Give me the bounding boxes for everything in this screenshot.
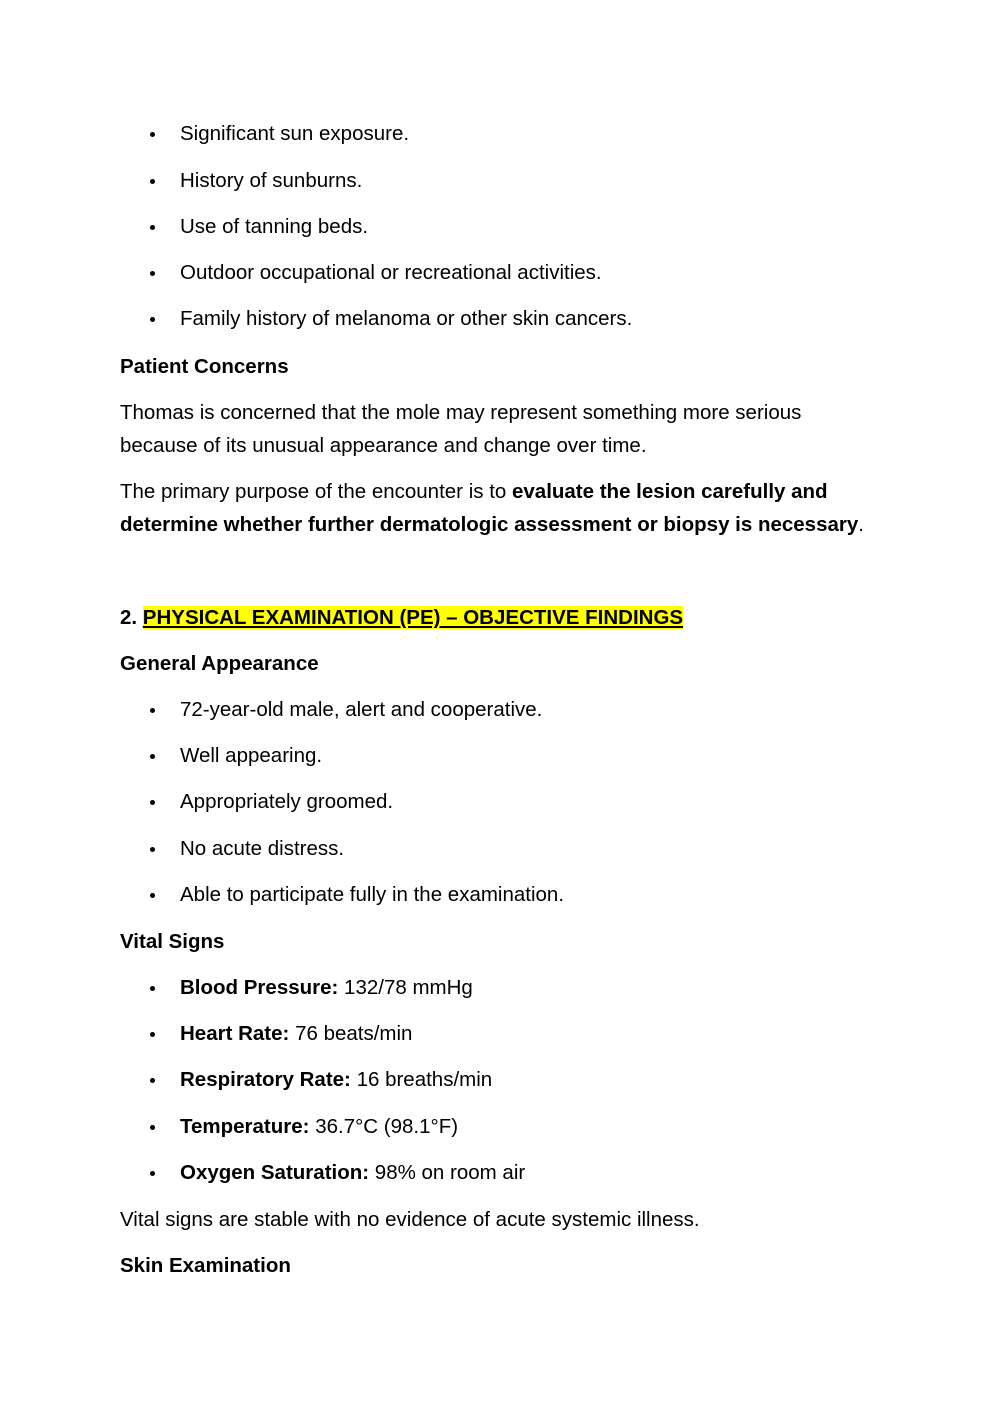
list-item-text: Significant sun exposure. (180, 122, 410, 145)
patient-concerns-paragraph-line: because of its unusual appearance and change over time. (120, 434, 647, 457)
list-item-text: 72-year-old male, alert and cooperative. (180, 698, 543, 721)
bullet-icon (150, 1125, 155, 1130)
encounter-purpose-period: . (858, 513, 864, 536)
vital-sign-text (180, 976, 473, 1000)
bullet-icon (150, 708, 155, 713)
list-item-text: No acute distress. (180, 837, 345, 860)
skin-examination-heading: Skin Examination (120, 1254, 291, 1277)
patient-concerns-paragraph-line: Thomas is concerned that the mole may represent something more serious (120, 401, 802, 424)
vital-sign-text (180, 1068, 492, 1092)
patient-concerns-heading: Patient Concerns (120, 355, 289, 378)
vital-sign-label: Temperature: (180, 1115, 310, 1138)
vital-sign-label: Oxygen Saturation: (180, 1161, 370, 1184)
vital-sign-value: 36.7°C (98.1°F) (309, 1115, 459, 1138)
section-heading (120, 601, 683, 634)
section-number: 2. (120, 606, 143, 629)
vital-signs-heading: Vital Signs (120, 930, 225, 953)
encounter-purpose-emphasis: evaluate the lesion carefully and (511, 480, 828, 503)
list-item-text: Use of tanning beds. (180, 215, 369, 238)
vital-sign-text (180, 1115, 458, 1139)
vital-sign-label: Heart Rate: (180, 1022, 290, 1045)
list-item-text: Appropriately groomed. (180, 790, 394, 813)
encounter-purpose-text: The primary purpose of the encounter is to (120, 480, 512, 503)
section-title: PHYSICAL EXAMINATION (PE) – OBJECTIVE FINDINGS (142, 606, 684, 629)
list-item-text: History of sunburns. (180, 169, 363, 192)
vital-sign-text (180, 1022, 412, 1046)
vital-sign-label: Blood Pressure: (180, 976, 339, 999)
bullet-icon (150, 179, 155, 184)
bullet-icon (150, 893, 155, 898)
vital-sign-label: Respiratory Rate: (180, 1068, 351, 1091)
bullet-icon (150, 1171, 155, 1176)
vital-sign-value: 76 beats/min (289, 1022, 413, 1045)
vital-signs-summary: Vital signs are stable with no evidence of acute systemic illness. (120, 1208, 700, 1231)
bullet-icon (150, 1032, 155, 1037)
vital-sign-text (180, 1161, 525, 1185)
bullet-icon (150, 132, 155, 137)
encounter-purpose-line (120, 475, 828, 508)
bullet-icon (150, 317, 155, 322)
list-item-text: Well appearing. (180, 744, 323, 767)
vital-sign-value: 16 breaths/min (350, 1068, 493, 1091)
general-appearance-heading: General Appearance (120, 652, 319, 675)
encounter-purpose-line (120, 508, 864, 541)
bullet-icon (150, 225, 155, 230)
list-item-text: Outdoor occupational or recreational activities. (180, 261, 602, 284)
bullet-icon (150, 800, 155, 805)
bullet-icon (150, 754, 155, 759)
vital-sign-value: 132/78 mmHg (338, 976, 473, 999)
list-item-text: Family history of melanoma or other skin cancers. (180, 307, 633, 330)
encounter-purpose-emphasis: determine whether further dermatologic assessment or biopsy is necessary (120, 513, 859, 536)
bullet-icon (150, 847, 155, 852)
bullet-icon (150, 1078, 155, 1083)
list-item-text: Able to participate fully in the examination. (180, 883, 565, 906)
bullet-icon (150, 986, 155, 991)
bullet-icon (150, 271, 155, 276)
vital-sign-value: 98% on room air (369, 1161, 526, 1184)
